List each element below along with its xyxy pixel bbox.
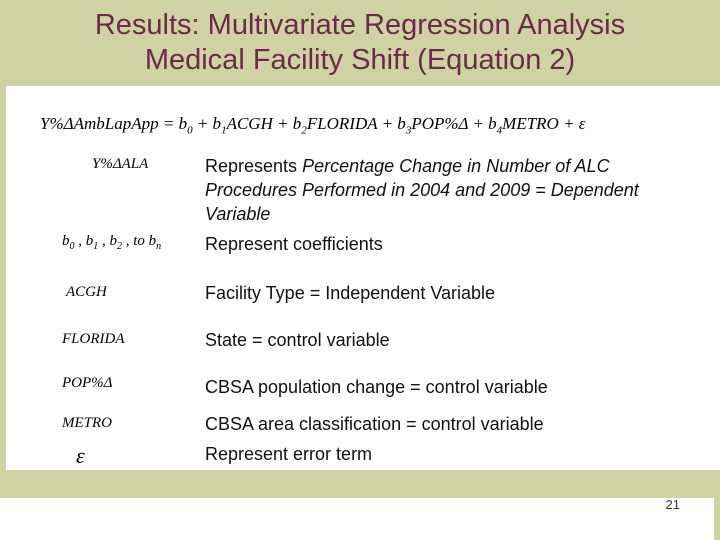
description-florida: State = control variable	[205, 330, 390, 350]
title-line-2: Medical Facility Shift (Equation 2)	[144, 44, 576, 76]
bottom-accent-bar	[0, 470, 720, 498]
symbol-acgh: ACGH	[66, 284, 107, 300]
symbol-metro: METRO	[62, 415, 112, 431]
symbol-florida: FLORIDA	[62, 331, 125, 347]
slide-title	[0, 8, 720, 78]
description-coefficients: Represent coefficients	[205, 234, 383, 254]
description-error-term: Represent error term	[205, 444, 373, 464]
page-number: 21	[665, 497, 680, 512]
right-accent-rule	[714, 470, 720, 540]
regression-equation: Y%ΔAmbLapApp = $b_0$ + $b_1ACGH$ + $b_2FLORIDA + b_3POP\%\Delta$ + $b_4METRO + \varepsilon$	[40, 114, 586, 137]
left-accent-rule	[0, 86, 6, 470]
description-metro: CBSA area classification = control variable	[205, 414, 544, 434]
symbol-epsilon: ε	[76, 443, 85, 468]
description-dependent-variable: Represents Percentage Change in Number of ALC Procedures Performed in 2004 and 2009 = Dependent Variable	[205, 156, 639, 224]
symbol-y-pct-delta-ala: Y%ΔALA	[92, 156, 149, 172]
description-pop-pct-delta: CBSA population change = control variable	[205, 377, 548, 397]
title-line-1: Results: Multivariate Regression Analysis	[94, 9, 626, 41]
description-acgh: Facility Type = Independent Variable	[205, 283, 496, 303]
symbol-pop-pct-delta: POP%Δ	[62, 375, 113, 391]
symbol-coefficients: $b_0$ , $b_1$ , $b_2$ , to $b_n$	[62, 233, 162, 252]
